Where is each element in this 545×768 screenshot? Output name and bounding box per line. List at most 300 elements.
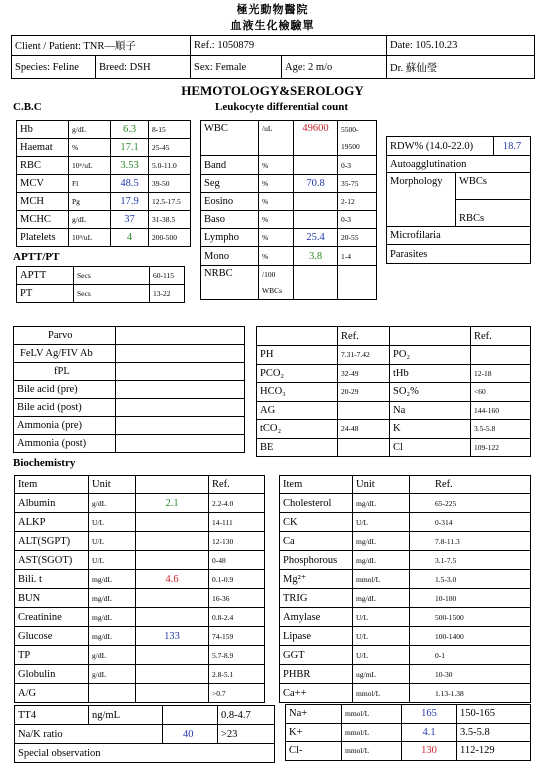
nrbc-ref (338, 266, 377, 300)
biochem-row (15, 627, 265, 646)
age: Age: 2 m/o (282, 56, 387, 79)
bg-item: PCO₂ (257, 364, 338, 383)
breed: Breed: DSH (96, 56, 191, 79)
patient-info (11, 35, 535, 79)
cbc-label: C.B.C (13, 101, 42, 113)
biochem-right-table (279, 475, 531, 703)
tt4-item: TT4 (15, 706, 89, 725)
biochem-left-table (14, 475, 265, 703)
serology-table (13, 326, 245, 453)
bg-ref-2: <60 (471, 383, 531, 402)
leuko-item: Eosino (201, 193, 259, 211)
special-observation: Special observation (15, 744, 275, 763)
bg-ref: 32-49 (338, 364, 390, 383)
cbc-row (17, 193, 191, 211)
biochem-row-2 (280, 589, 531, 608)
bio-unit-2: U/L (353, 513, 410, 532)
cbc-value: 17.9 (111, 193, 149, 211)
serology-result (116, 345, 245, 363)
bg-ref-2: 12-18 (471, 364, 531, 383)
serology-row (14, 399, 245, 417)
bio-unit: mg/dL (89, 627, 136, 646)
cbc-row (17, 121, 191, 139)
bio-item: Creatinine (15, 608, 89, 627)
bg-ref (338, 438, 390, 457)
leuko-ref: 20-55 (338, 229, 377, 247)
wbc-ref-low: 5500- (341, 125, 359, 134)
nak-value: 40 (163, 725, 218, 744)
leuko-table (200, 120, 377, 300)
bio-ref: 0-48 (209, 551, 265, 570)
biochem-row (15, 551, 265, 570)
morph-rbcs: RBCs (456, 200, 531, 227)
bio-unit-2: mg/dL (353, 494, 410, 513)
cbc-table (16, 120, 191, 247)
bloodgas-row (257, 438, 531, 457)
bloodgas-table (256, 326, 531, 457)
bio-unit-2: mg/dL (353, 551, 410, 570)
elec-value: 165 (402, 705, 457, 724)
leuko-unit: % (259, 156, 294, 175)
microfilaria: Microfilaria (387, 227, 531, 245)
cbc-unit: g/dL (69, 211, 111, 229)
aptt-item: PT (17, 285, 74, 303)
bio-h-item: Item (15, 476, 89, 494)
serology-row (14, 417, 245, 435)
bio-value (136, 665, 209, 684)
cbc-unit: g/dL (69, 121, 111, 139)
wbc-unit: /uL (259, 121, 294, 156)
leuko-value (294, 211, 338, 229)
serology-result (116, 399, 245, 417)
leuko-unit: % (259, 211, 294, 229)
bio-item-2: Ca (280, 532, 353, 551)
biochem-row-2 (280, 551, 531, 570)
elec-ref: 150-165 (457, 705, 531, 724)
bio-value (136, 551, 209, 570)
bio-unit: U/L (89, 513, 136, 532)
nrbc-row (201, 266, 377, 300)
bio-ref: 0.1-0.9 (209, 570, 265, 589)
cbc-item: Haemat (17, 139, 69, 157)
serology-row (14, 363, 245, 381)
bio-ref: 16-36 (209, 589, 265, 608)
serology-item: Ammonia (post) (14, 435, 116, 453)
cbc-item: MCV (17, 175, 69, 193)
cbc-ref: 8-15 (149, 121, 191, 139)
cbc-value: 4 (111, 229, 149, 247)
morph-wbcs: WBCs (456, 173, 531, 200)
bio-ref: 2.2-4.0 (209, 494, 265, 513)
cbc-value: 6.3 (111, 121, 149, 139)
bg-item: tCO₂ (257, 420, 338, 439)
wbc-row (201, 121, 377, 156)
client-patient: Client / Patient: TNR—順子 (12, 36, 191, 56)
biochem-row-2 (280, 627, 531, 646)
leuko-ref: 35-75 (338, 175, 377, 193)
bio-item-2: CK (280, 513, 353, 532)
aptt-unit: Secs (74, 267, 150, 285)
bio-ref: 5.7-8.9 (209, 646, 265, 665)
bio-unit: mg/dL (89, 589, 136, 608)
cbc-ref: 31-38.5 (149, 211, 191, 229)
bio-ref-2: 500-1500 (410, 608, 531, 627)
biochem-row (15, 494, 265, 513)
bio-item: BUN (15, 589, 89, 608)
ref-number: Ref.: 1050879 (191, 36, 387, 56)
electrolyte-row (286, 705, 531, 724)
bio-value (136, 646, 209, 665)
leuko-value (294, 193, 338, 211)
biochem-row (15, 570, 265, 589)
elec-item: Cl- (286, 742, 342, 761)
bloodgas-row (257, 401, 531, 420)
bio-item: AST(SGOT) (15, 551, 89, 570)
cbc-unit: % (69, 139, 111, 157)
cbc-item: Hb (17, 121, 69, 139)
bio-item-2: Lipase (280, 627, 353, 646)
leuko-unit: % (259, 175, 294, 193)
bio-ref-2: 65-225 (410, 494, 531, 513)
bio-ref-2: 1.5-3.0 (410, 570, 531, 589)
aptt-label: APTT/PT (13, 251, 60, 263)
bio-ref-2: 0-1 (410, 646, 531, 665)
bio-h-item-2: Item (280, 476, 353, 494)
bio-h-ref-2: Ref. (410, 476, 531, 494)
sex: Sex: Female (191, 56, 282, 79)
bio-unit: U/L (89, 551, 136, 570)
leuko-row (201, 175, 377, 193)
biochem-row-2 (280, 532, 531, 551)
elec-value: 130 (402, 742, 457, 761)
cbc-value: 3.53 (111, 157, 149, 175)
biochem-row-2 (280, 646, 531, 665)
bio-item-2: Cholesterol (280, 494, 353, 513)
bio-item-2: PHBR (280, 665, 353, 684)
bio-unit (89, 684, 136, 703)
bloodgas-row (257, 420, 531, 439)
bg-ref: 24-48 (338, 420, 390, 439)
bio-unit-2: mg/dL (353, 589, 410, 608)
bio-ref: 2.8-5.1 (209, 665, 265, 684)
bio-value (136, 589, 209, 608)
leuko-value: 25.4 (294, 229, 338, 247)
bio-unit-2: mg/dL (353, 532, 410, 551)
aptt-row (17, 285, 185, 303)
elec-ref: 3.5-5.8 (457, 723, 531, 742)
leuko-item: Seg (201, 175, 259, 193)
wbc-item: WBC (201, 121, 259, 156)
cbc-ref: 25-45 (149, 139, 191, 157)
bio-unit-2: mmol/L (353, 570, 410, 589)
bio-item-2: GGT (280, 646, 353, 665)
bio-item: Bili. t (15, 570, 89, 589)
bio-unit: mg/dL (89, 570, 136, 589)
wbc-ref-high: 19500 (341, 142, 360, 151)
rdw-value: 18.7 (494, 137, 531, 156)
biochem-row (15, 589, 265, 608)
leuko-label: Leukocyte differential count (215, 101, 349, 113)
elec-item: Na+ (286, 705, 342, 724)
serology-row (14, 381, 245, 399)
leuko-ref: 0-3 (338, 156, 377, 175)
bg-ref: 7.31-7.42 (338, 346, 390, 365)
bg-item-2: tHb (390, 364, 471, 383)
electrolyte-row (286, 742, 531, 761)
biochem-row-2 (280, 513, 531, 532)
bio-ref-2: 3.1-7.5 (410, 551, 531, 570)
cbc-item: RBC (17, 157, 69, 175)
nak-ratio: Na/K ratio (15, 725, 163, 744)
leuko-row (201, 211, 377, 229)
bio-value (136, 513, 209, 532)
bg-item-2: K (390, 420, 471, 439)
bg-item: AG (257, 401, 338, 420)
aptt-ref: 60-115 (150, 267, 185, 285)
biochem-row (15, 513, 265, 532)
bio-value (136, 684, 209, 703)
cbc-ref: 5.0-11.0 (149, 157, 191, 175)
biochem-row-2 (280, 684, 531, 703)
serology-result (116, 435, 245, 453)
leuko-value: 70.8 (294, 175, 338, 193)
bg-item-2: PO₂ (390, 346, 471, 365)
cbc-unit: 10⁶/uL (69, 157, 111, 175)
leuko-unit: % (259, 247, 294, 266)
bio-unit: g/dL (89, 646, 136, 665)
cbc-ref: 39-50 (149, 175, 191, 193)
bio-value (136, 532, 209, 551)
cbc-unit: Fl (69, 175, 111, 193)
nrbc-value (294, 266, 338, 300)
bio-unit-2: U/L (353, 627, 410, 646)
bg-ref-header-2: Ref. (471, 327, 531, 346)
cbc-ref: 200-500 (149, 229, 191, 247)
bg-item: PH (257, 346, 338, 365)
cbc-value: 17.1 (111, 139, 149, 157)
nrbc-unit-2: WBCs (262, 285, 283, 295)
leuko-value (294, 156, 338, 175)
serology-result (116, 327, 245, 345)
bio-item-2: Amylase (280, 608, 353, 627)
bg-ref (338, 401, 390, 420)
leuko-ref: 0-3 (338, 211, 377, 229)
nrbc-item: NRBC (201, 266, 259, 300)
biochem-row (15, 608, 265, 627)
cbc-row (17, 175, 191, 193)
form-title: 血液生化檢驗單 (230, 20, 315, 32)
biochem-row-2 (280, 494, 531, 513)
leuko-row (201, 247, 377, 266)
aptt-unit: Secs (74, 285, 150, 303)
bio-item-2: Ca++ (280, 684, 353, 703)
serology-result (116, 363, 245, 381)
bio-unit: mg/dL (89, 608, 136, 627)
bio-value (136, 608, 209, 627)
autoagglutination: Autoagglutination (387, 156, 531, 173)
serology-row (14, 435, 245, 453)
biochem-row-2 (280, 665, 531, 684)
nrbc-unit (259, 266, 294, 300)
serology-item: Bile acid (post) (14, 399, 116, 417)
biochem-label: Biochemistry (13, 457, 76, 469)
bio-item-2: Phosphorous (280, 551, 353, 570)
bio-h-unit: Unit (89, 476, 136, 494)
bio-ref-2: 10-30 (410, 665, 531, 684)
cbc-item: MCH (17, 193, 69, 211)
bio-item: Globulin (15, 665, 89, 684)
bg-item-2: SO₂% (390, 383, 471, 402)
cbc-unit: 10³/uL (69, 229, 111, 247)
leuko-item: Lympho (201, 229, 259, 247)
bio-unit: g/dL (89, 494, 136, 513)
bio-ref: 12-130 (209, 532, 265, 551)
leuko-item: Baso (201, 211, 259, 229)
bg-ref-2: 144-160 (471, 401, 531, 420)
bloodgas-row (257, 383, 531, 402)
serology-item: Bile acid (pre) (14, 381, 116, 399)
bio-value: 133 (136, 627, 209, 646)
electrolyte-row (286, 723, 531, 742)
bio-ref-2: 7.8-11.3 (410, 532, 531, 551)
bio-item: TP (15, 646, 89, 665)
section-title: HEMOTOLOGY&SEROLOGY (181, 83, 364, 98)
nak-ref: >23 (218, 725, 275, 744)
bio-ref-2: 0-314 (410, 513, 531, 532)
bio-h-ref: Ref. (209, 476, 265, 494)
leuko-unit: % (259, 229, 294, 247)
bg-item: HCO₃ (257, 383, 338, 402)
bio-ref-2: 1.13-1.38 (410, 684, 531, 703)
rdw-table (386, 136, 531, 264)
serology-item: FeLV Ag/FIV Ab (14, 345, 116, 363)
bg-ref-2: 3.5-5.8 (471, 420, 531, 439)
tt4-table (14, 705, 275, 763)
bio-item: Albumin (15, 494, 89, 513)
electrolyte-table (285, 704, 531, 761)
cbc-row (17, 139, 191, 157)
elec-value: 4.1 (402, 723, 457, 742)
biochem-row (15, 532, 265, 551)
bg-item-2: Na (390, 401, 471, 420)
bio-ref: 0.8-2.4 (209, 608, 265, 627)
leuko-value: 3.8 (294, 247, 338, 266)
bio-h-unit-2: Unit (353, 476, 410, 494)
leuko-row (201, 193, 377, 211)
bg-item: BE (257, 438, 338, 457)
elec-unit: mmol/L (342, 742, 402, 761)
elec-ref: 112-129 (457, 742, 531, 761)
elec-unit: mmol/L (342, 705, 402, 724)
cbc-item: MCHC (17, 211, 69, 229)
bio-item-2: Mg²⁺ (280, 570, 353, 589)
wbc-ref (338, 121, 377, 156)
bio-ref-2: 10-100 (410, 589, 531, 608)
report-date: Date: 105.10.23 (387, 36, 535, 56)
bio-value: 2.1 (136, 494, 209, 513)
cbc-row (17, 211, 191, 229)
clinic-name: 極光動物醫院 (236, 4, 309, 16)
bg-ref-header: Ref. (338, 327, 390, 346)
tt4-unit: ng/mL (89, 706, 163, 725)
rdw-label: RDW% (14.0-22.0) (387, 137, 494, 156)
serology-item: fPL (14, 363, 116, 381)
cbc-row (17, 229, 191, 247)
bio-item: A/G (15, 684, 89, 703)
cbc-value: 48.5 (111, 175, 149, 193)
bio-item: Glucose (15, 627, 89, 646)
cbc-ref: 12.5-17.5 (149, 193, 191, 211)
bio-unit-2: mmol/L (353, 684, 410, 703)
bg-item-2: Cl (390, 438, 471, 457)
elec-unit: mmol/L (342, 723, 402, 742)
aptt-row (17, 267, 185, 285)
aptt-item: APTT (17, 267, 74, 285)
leuko-ref: 1-4 (338, 247, 377, 266)
bg-ref-2 (471, 346, 531, 365)
leuko-row (201, 156, 377, 175)
biochem-row (15, 665, 265, 684)
serology-row (14, 327, 245, 345)
elec-item: K+ (286, 723, 342, 742)
cbc-row (17, 157, 191, 175)
serology-result (116, 417, 245, 435)
bio-item: ALT(SGPT) (15, 532, 89, 551)
bio-value: 4.6 (136, 570, 209, 589)
leuko-item: Mono (201, 247, 259, 266)
serology-row (14, 345, 245, 363)
biochem-row-2 (280, 570, 531, 589)
bio-item-2: TRIG (280, 589, 353, 608)
parasites: Parasites (387, 245, 531, 264)
serology-item: Ammonia (pre) (14, 417, 116, 435)
cbc-item: Platelets (17, 229, 69, 247)
biochem-row-2 (280, 608, 531, 627)
leuko-ref: 2-12 (338, 193, 377, 211)
doctor: Dr. 蘇仙瑩 (387, 56, 535, 79)
bio-unit: g/dL (89, 665, 136, 684)
bloodgas-row (257, 364, 531, 383)
bio-ref-2: 100-1400 (410, 627, 531, 646)
leuko-item: Band (201, 156, 259, 175)
cbc-value: 37 (111, 211, 149, 229)
nrbc-unit-1: /100 (262, 269, 276, 279)
bg-ref-2: 109-122 (471, 438, 531, 457)
bio-unit: U/L (89, 532, 136, 551)
morphology: Morphology (387, 173, 456, 227)
tt4-ref: 0.8-4.7 (218, 706, 275, 725)
serology-item: Parvo (14, 327, 116, 345)
bio-unit-2: U/L (353, 608, 410, 627)
leuko-unit: % (259, 193, 294, 211)
biochem-row (15, 684, 265, 703)
cbc-unit: Pg (69, 193, 111, 211)
aptt-ref: 13-22 (150, 285, 185, 303)
species: Species: Feline (12, 56, 96, 79)
aptt-table (16, 266, 185, 303)
bloodgas-row (257, 346, 531, 365)
bio-ref: >0.7 (209, 684, 265, 703)
bio-unit-2: ug/mL (353, 665, 410, 684)
leuko-row (201, 229, 377, 247)
bio-ref: 14-111 (209, 513, 265, 532)
bio-ref: 74-159 (209, 627, 265, 646)
bio-item: ALKP (15, 513, 89, 532)
serology-result (116, 381, 245, 399)
biochem-row (15, 646, 265, 665)
bg-ref: 20-29 (338, 383, 390, 402)
wbc-value: 49600 (294, 121, 338, 156)
